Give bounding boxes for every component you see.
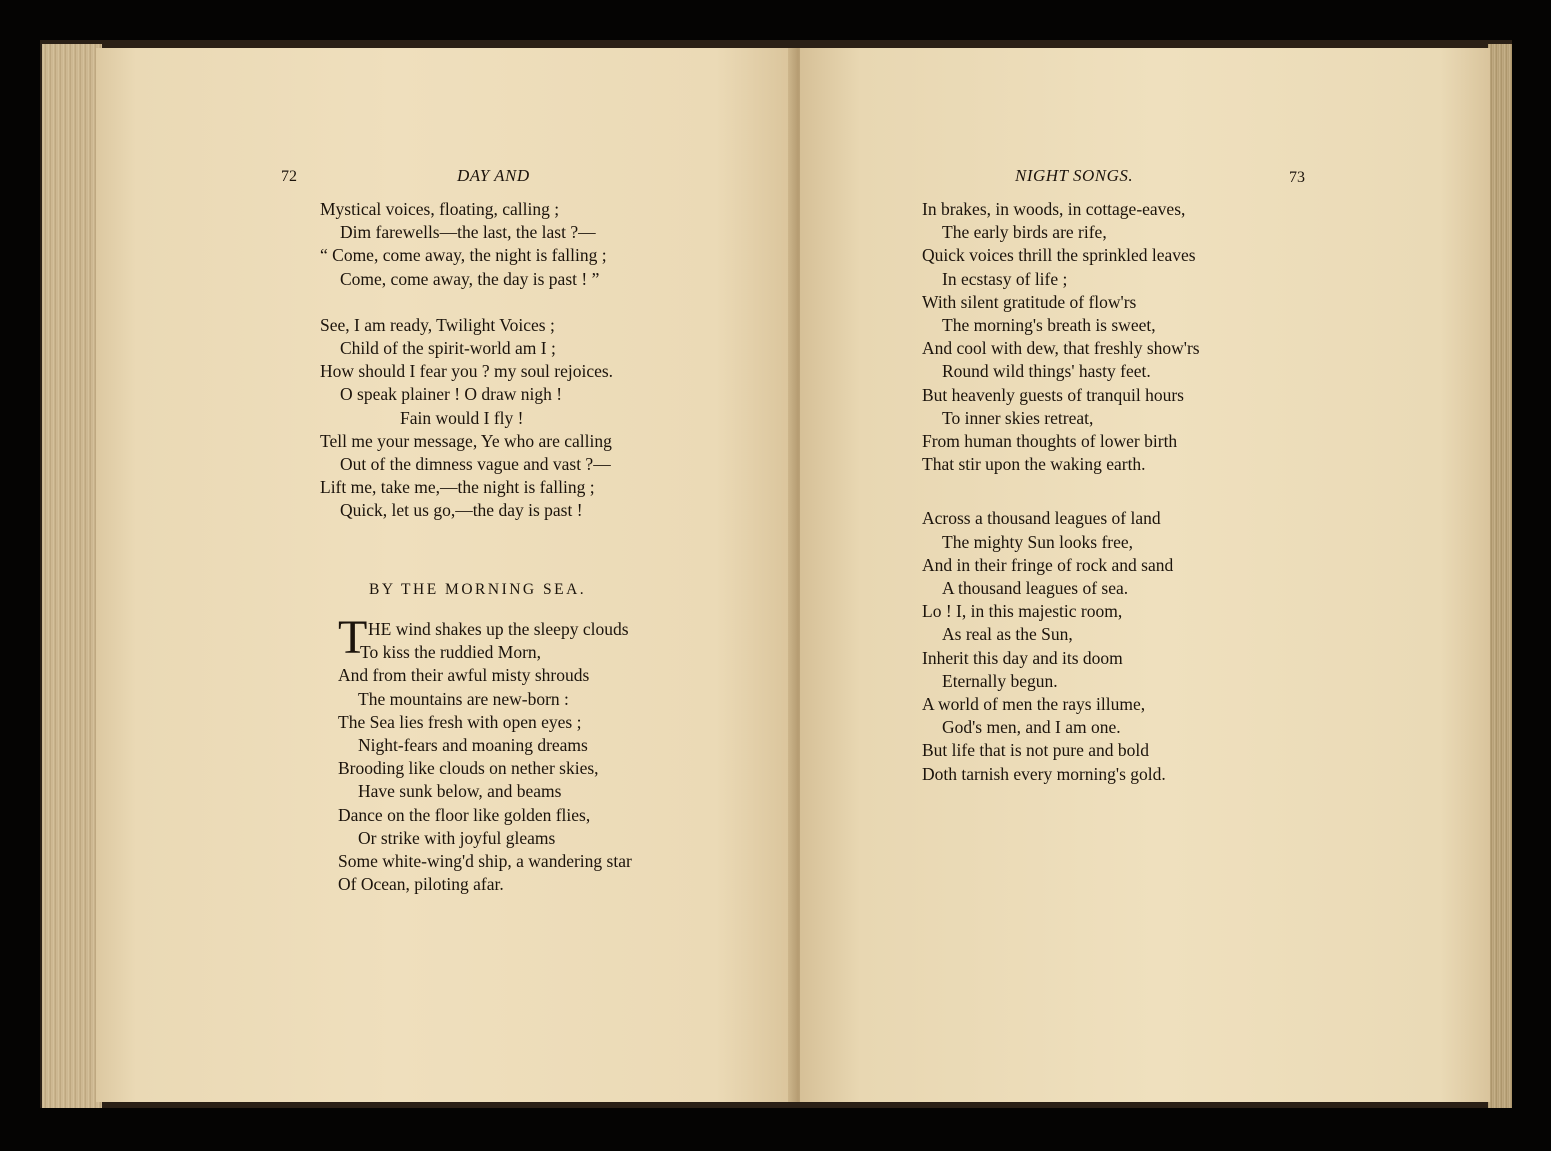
poem-title: BY THE MORNING SEA.: [369, 581, 587, 598]
left-page: [96, 48, 796, 1102]
verse-line: Brooding like clouds on nether skies,: [338, 758, 599, 779]
verse-line: From human thoughts of lower birth: [922, 431, 1178, 452]
verse-line: And cool with dew, that freshly show'rs: [922, 338, 1200, 359]
verse-line: The Sea lies fresh with open eyes ;: [338, 711, 582, 732]
verse-line: Of Ocean, piloting afar.: [338, 874, 504, 895]
verse-line: In brakes, in woods, in cottage-eaves,: [922, 199, 1186, 219]
verse-line: Some white-wing'd ship, a wandering star: [338, 851, 632, 872]
drop-cap: T: [338, 611, 368, 664]
verse-line: To kiss the ruddied Morn,: [360, 642, 542, 663]
verse-line: Dance on the floor like golden flies,: [338, 804, 591, 825]
stanza: [922, 198, 1200, 786]
verse-line: As real as the Sun,: [942, 624, 1073, 645]
verse-line: Lo ! I, in this majestic room,: [922, 601, 1123, 622]
verse-line: Tell me your message, Ye who are calling: [320, 430, 612, 451]
verse-line: Have sunk below, and beams: [358, 781, 562, 802]
verse-line: The morning's breath is sweet,: [942, 315, 1156, 336]
verse-line: Quick voices thrill the sprinkled leaves: [922, 245, 1196, 266]
verse-line: “ Come, come away, the night is falling ;: [320, 245, 607, 266]
verse-line: O speak plainer ! O draw nigh !: [340, 384, 563, 405]
verse-line: Fain would I fly !: [400, 407, 524, 428]
verse-line: Dim farewells—the last, the last ?—: [340, 222, 596, 243]
verse-line: Eternally begun.: [942, 670, 1058, 691]
verse-line: But heavenly guests of tranquil hours: [922, 384, 1184, 405]
right-page: [800, 48, 1490, 1102]
verse-line: See, I am ready, Twilight Voices ;: [320, 314, 555, 335]
verse-line: A world of men the rays illume,: [922, 694, 1146, 715]
verse-line: Lift me, take me,—the night is falling ;: [320, 477, 595, 498]
verse-line: Round wild things' hasty feet.: [942, 361, 1151, 382]
right-page-edges: [1488, 44, 1512, 1108]
verse-line: The mighty Sun looks free,: [942, 531, 1134, 552]
verse-line: With silent gratitude of flow'rs: [922, 291, 1137, 312]
verse-line: Inherit this day and its doom: [922, 647, 1123, 668]
verse-line: In ecstasy of life ;: [942, 268, 1068, 289]
verse-line: How should I fear you ? my soul rejoices.: [320, 361, 614, 382]
verse-line: Mystical voices, floating, calling ;: [320, 199, 560, 219]
poem: [338, 618, 632, 896]
verse-line: God's men, and I am one.: [942, 717, 1121, 738]
verse-line: Night-fears and moaning dreams: [358, 735, 588, 756]
stanza-gap: [320, 291, 613, 314]
left-page-edges: [42, 44, 102, 1108]
verse-line: A thousand leagues of sea.: [942, 578, 1129, 599]
verse-line: Quick, let us go,—the day is past !: [340, 500, 583, 521]
verse-line: Across a thousand leagues of land: [922, 508, 1161, 529]
verse-line: That stir upon the waking earth.: [922, 454, 1146, 475]
verse-line: And in their fringe of rock and sand: [922, 554, 1174, 575]
verse-line: Out of the dimness vague and vast ?—: [340, 454, 611, 475]
running-head: NIGHT SONGS.: [1015, 166, 1134, 185]
verse-line: Doth tarnish every morning's gold.: [922, 763, 1166, 784]
page-number: 73: [1289, 169, 1305, 186]
page-number: 72: [281, 168, 297, 185]
running-head: DAY AND: [457, 166, 530, 185]
stanza: [320, 198, 613, 523]
verse-line: To inner skies retreat,: [942, 407, 1094, 428]
verse-line: And from their awful misty shrouds: [338, 665, 590, 686]
verse-line: The mountains are new-born :: [358, 688, 569, 709]
verse-line: HE wind shakes up the sleepy clouds: [368, 619, 629, 639]
verse-line: Come, come away, the day is past ! ”: [340, 268, 600, 289]
verse-line: Or strike with joyful gleams: [358, 827, 556, 848]
stanza-gap: [922, 476, 1200, 507]
verse-line: The early birds are rife,: [942, 222, 1107, 243]
verse-line: Child of the spirit-world am I ;: [340, 338, 556, 359]
verse-line: But life that is not pure and bold: [922, 740, 1149, 761]
